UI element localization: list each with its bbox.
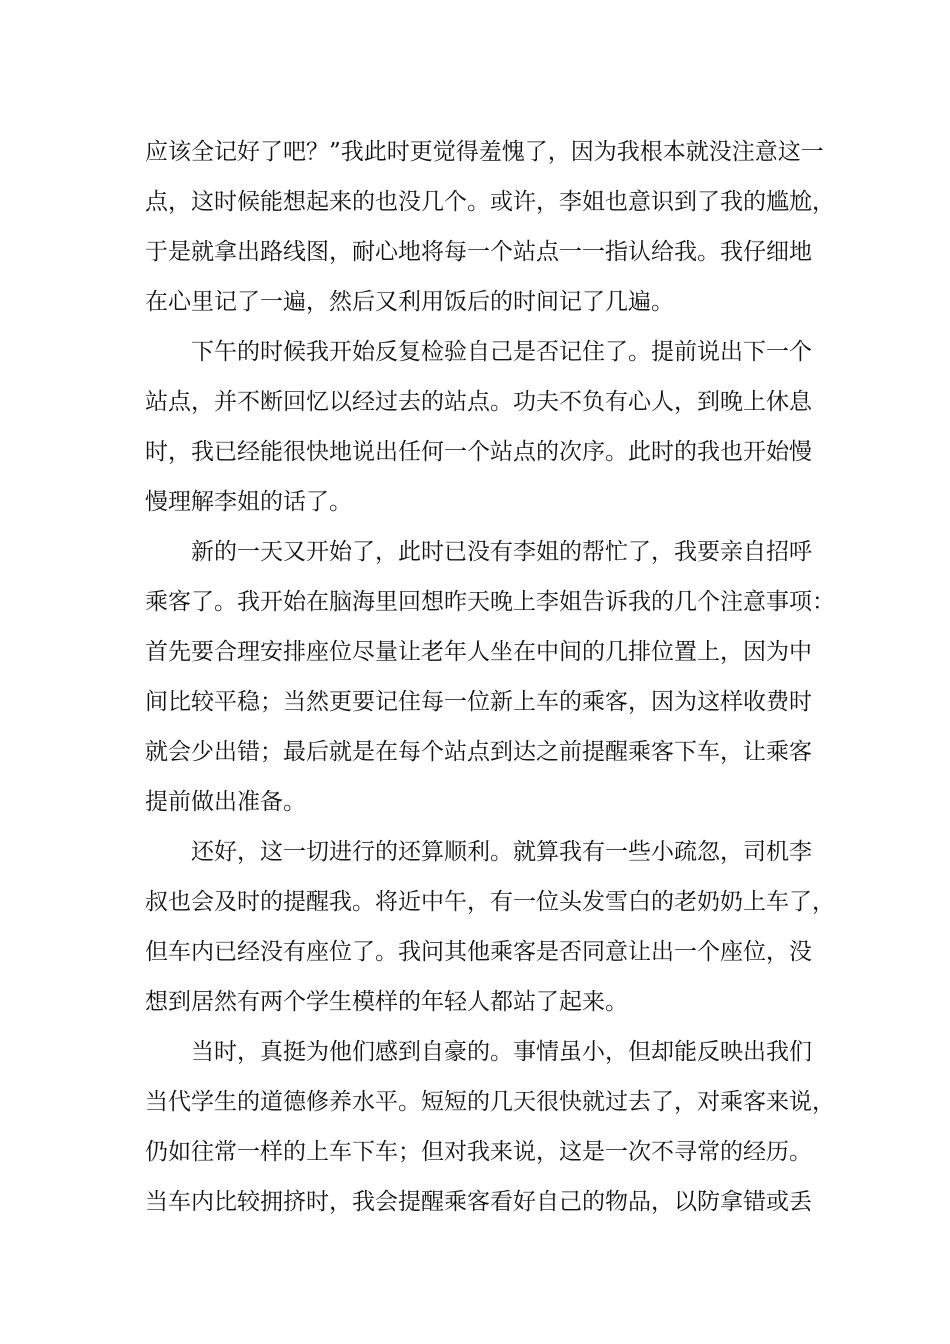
text-line: 时，我已经能很快地说出任何一个站点的次序。此时的我也开始慢 bbox=[145, 439, 812, 465]
text-line: 在心里记了一遍，然后又利用饭后的时间记了几遍。 bbox=[145, 289, 674, 315]
text-line: 叔也会及时的提醒我。将近中午，有一位头发雪白的老奶奶上车了， bbox=[145, 889, 835, 915]
text-line: 仍如往常一样的上车下车；但对我来说，这是一次不寻常的经历。 bbox=[145, 1139, 812, 1165]
text-line: 当车内比较拥挤时，我会提醒乘客看好自己的物品，以防拿错或丢 bbox=[145, 1189, 812, 1215]
text-line: 下午的时候我开始反复检验自己是否记住了。提前说出下一个 bbox=[191, 339, 812, 365]
text-line: 但车内已经没有座位了。我问其他乘客是否同意让出一个座位，没 bbox=[145, 939, 812, 965]
text-line: 乘客了。我开始在脑海里回想昨天晚上李姐告诉我的几个注意事项： bbox=[145, 589, 835, 615]
text-line: 还好，这一切进行的还算顺利。就算我有一些小疏忽，司机李 bbox=[191, 839, 812, 865]
text-line: 提前做出准备。 bbox=[145, 789, 306, 815]
text-line: 就会少出错；最后就是在每个站点到达之前提醒乘客下车，让乘客 bbox=[145, 739, 812, 765]
text-line: 慢理解李姐的话了。 bbox=[145, 489, 352, 515]
text-line: 站点，并不断回忆以经过去的站点。功夫不负有心人，到晚上休息 bbox=[145, 389, 812, 415]
text-line: 当时，真挺为他们感到自豪的。事情虽小，但却能反映出我们 bbox=[191, 1039, 812, 1065]
text-line: 想到居然有两个学生模样的年轻人都站了起来。 bbox=[145, 989, 628, 1015]
text-line: 首先要合理安排座位尽量让老年人坐在中间的几排位置上，因为中 bbox=[145, 639, 812, 665]
text-line: 点，这时候能想起来的也没几个。或许，李姐也意识到了我的尴尬， bbox=[145, 189, 835, 215]
text-line: 于是就拿出路线图，耐心地将每一个站点一一指认给我。我仔细地 bbox=[145, 239, 812, 265]
text-line: 当代学生的道德修养水平。短短的几天很快就过去了，对乘客来说， bbox=[145, 1089, 835, 1115]
text-line: 新的一天又开始了，此时已没有李姐的帮忙了，我要亲自招呼 bbox=[191, 539, 812, 565]
document-body bbox=[145, 127, 835, 1227]
text-line: 应该全记好了吧？”我此时更觉得羞愧了，因为我根本就没注意这一 bbox=[145, 139, 824, 165]
text-line: 间比较平稳；当然更要记住每一位新上车的乘客，因为这样收费时 bbox=[145, 689, 812, 715]
